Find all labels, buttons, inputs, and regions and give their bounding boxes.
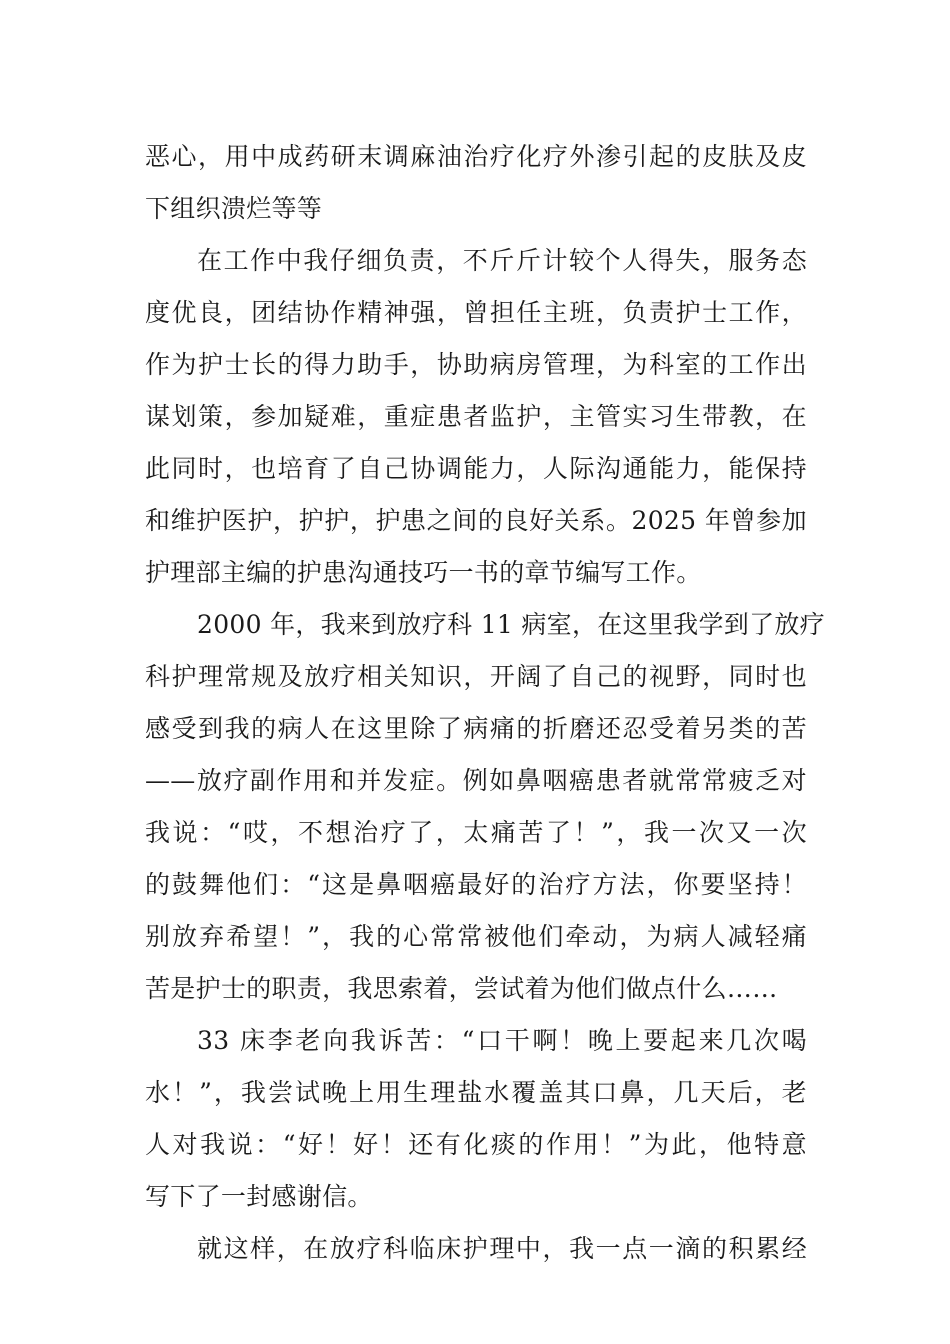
text-line: 苦是护士的职责，我思索着，尝试着为他们做点什么…… — [145, 974, 778, 1003]
text-line: 护理部主编的护患沟通技巧一书的章节编写工作。 — [145, 558, 702, 587]
text-line: 的鼓舞他们：“这是鼻咽癌最好的治疗方法，你要坚持！ — [145, 870, 807, 899]
paragraph — [145, 599, 825, 1015]
text-line: 我说：“哎，不想治疗了，太痛苦了！”，我一次又一次 — [145, 818, 807, 847]
text-line: 2000 年，我来到放疗科 11 病室，在这里我学到了放疗 — [197, 610, 825, 639]
text-line: 人对我说：“好！好！还有化痰的作用！”为此，他特意 — [145, 1130, 807, 1159]
text-line: 作为护士长的得力助手，协助病房管理，为科室的工作出 — [145, 350, 807, 379]
text-line: 此同时，也培育了自己协调能力，人际沟通能力，能保持 — [145, 454, 807, 483]
paragraph — [145, 131, 807, 235]
text-line: 下组织溃烂等等 — [145, 194, 323, 223]
paragraph — [145, 235, 807, 599]
text-line: 和维护医护，护护，护患之间的良好关系。2025 年曾参加 — [145, 506, 807, 535]
text-line: 就这样，在放疗科临床护理中，我一点一滴的积累经 — [197, 1234, 807, 1263]
text-line: 水！”，我尝试晚上用生理盐水覆盖其口鼻，几天后，老 — [145, 1078, 807, 1107]
text-line: 感受到我的病人在这里除了病痛的折磨还忍受着另类的苦 — [145, 714, 807, 743]
text-line: 恶心，用中成药研末调麻油治疗化疗外渗引起的皮肤及皮 — [145, 142, 807, 171]
paragraph — [145, 1223, 807, 1275]
text-line: 33 床李老向我诉苦：“口干啊！晚上要起来几次喝 — [197, 1026, 807, 1055]
document-body — [145, 131, 825, 1275]
text-line: 谋划策，参加疑难，重症患者监护，主管实习生带教，在 — [145, 402, 807, 431]
text-line: 在工作中我仔细负责，不斤斤计较个人得失，服务态 — [197, 246, 807, 275]
text-line: 科护理常规及放疗相关知识，开阔了自己的视野，同时也 — [145, 662, 807, 691]
text-line: 别放弃希望！”，我的心常常被他们牵动，为病人减轻痛 — [145, 922, 807, 951]
paragraph — [145, 1015, 807, 1223]
text-line: 度优良，团结协作精神强，曾担任主班，负责护士工作， — [145, 298, 807, 327]
text-line: ——放疗副作用和并发症。例如鼻咽癌患者就常常疲乏对 — [145, 766, 807, 795]
text-line: 写下了一封感谢信。 — [145, 1182, 373, 1211]
